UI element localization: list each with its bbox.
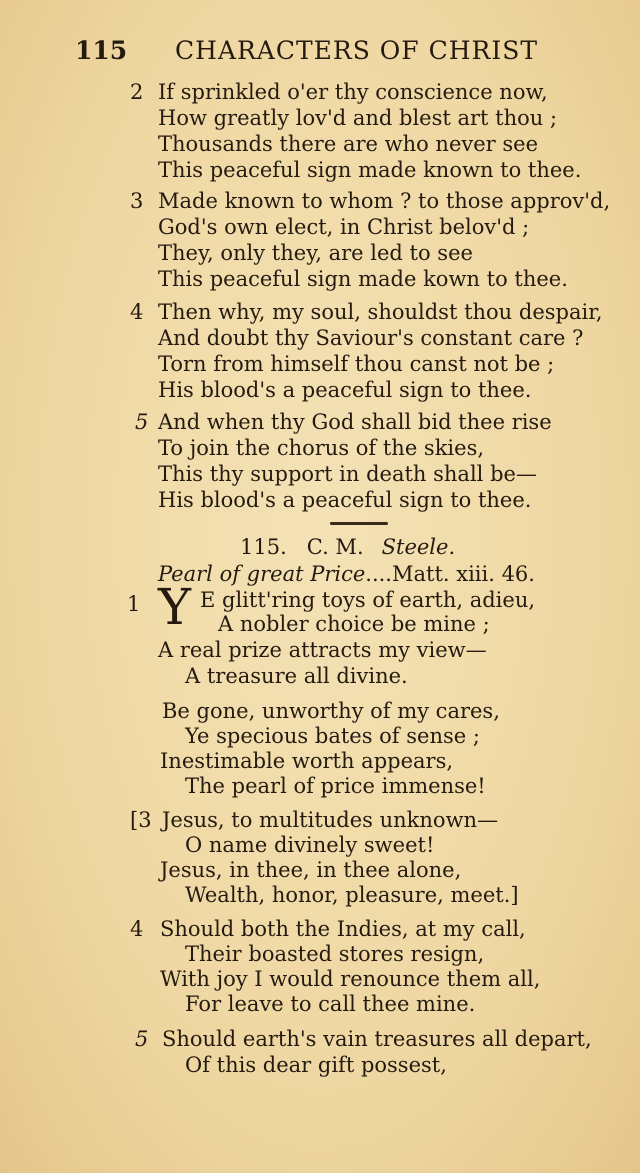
hymn-number: 115.: [240, 535, 287, 559]
verse-line: Made known to whom ? to those approv'd,: [158, 189, 611, 213]
hymn-author: Steele.: [381, 535, 456, 559]
hymn-subject: [158, 562, 535, 586]
section-divider: [330, 522, 388, 525]
verse-line: With joy I would renounce them all,: [160, 967, 541, 991]
verse-line: His blood's a peaceful sign to thee.: [158, 488, 532, 512]
verse-line: How greatly lov'd and blest art thou ;: [158, 106, 558, 130]
hymn-meter: C. M.: [306, 535, 364, 559]
verse-line: His blood's a peaceful sign to thee.: [158, 378, 532, 402]
verse-line: Torn from himself thou canst not be ;: [158, 352, 555, 376]
verse-line: For leave to call thee mine.: [185, 992, 476, 1016]
verse-number: 5: [135, 1027, 149, 1051]
verse-number: 4: [130, 917, 144, 941]
verse-line: Their boasted stores resign,: [185, 942, 485, 966]
verse-line: They, only they, are led to see: [158, 241, 473, 265]
verse-line: Then why, my soul, shouldst thou despair,: [158, 300, 603, 324]
page-header: [75, 36, 545, 70]
verse-line: This peaceful sign made known to thee.: [158, 158, 582, 182]
verse-line: The pearl of price immense!: [185, 774, 486, 798]
verse-line: O name divinely sweet!: [185, 833, 435, 857]
subject-title: Pearl of great Price: [158, 562, 366, 586]
verse-line: E glitt'ring toys of earth, adieu,: [200, 588, 536, 612]
verse-line: Of this dear gift possest,: [185, 1053, 447, 1077]
verse-line: Jesus, in thee, in thee alone,: [160, 858, 462, 882]
verse-line: If sprinkled o'er thy conscience now,: [158, 80, 548, 104]
verse-number: [3: [130, 808, 152, 832]
verse-line: A nobler choice be mine ;: [218, 612, 490, 636]
verse-line: This thy support in death shall be—: [158, 462, 537, 486]
verse-line: Ye specious bates of sense ;: [185, 724, 480, 748]
verse-number: 3: [130, 189, 144, 213]
verse-line: Inestimable worth appears,: [160, 749, 454, 773]
verse-line: Be gone, unworthy of my cares,: [162, 699, 500, 723]
verse-line: This peaceful sign made kown to thee.: [158, 267, 568, 291]
drop-cap: Y: [158, 578, 192, 636]
verse-line: A real prize attracts my view—: [158, 638, 487, 662]
running-title: CHARACTERS OF CHRIST: [175, 36, 539, 65]
verse-line: To join the chorus of the skies,: [158, 436, 485, 460]
verse-line: Should earth's vain treasures all depart,: [162, 1027, 592, 1051]
verse-line: And when thy God shall bid thee rise: [158, 410, 552, 434]
verse-line: Should both the Indies, at my call,: [160, 917, 526, 941]
scripture-reference: ....Matt. xiii. 46.: [365, 562, 535, 586]
verse-number: 4: [130, 300, 144, 324]
verse-line: And doubt thy Saviour's constant care ?: [158, 326, 584, 350]
verse-line: Wealth, honor, pleasure, meet.]: [185, 883, 519, 907]
page-number: 115: [75, 36, 128, 65]
hymn-heading: [240, 535, 455, 559]
verse-line: A treasure all divine.: [185, 664, 408, 688]
verse-line: Thousands there are who never see: [158, 132, 539, 156]
verse-line: Jesus, to multitudes unknown—: [162, 808, 499, 832]
verse-number: 2: [130, 80, 144, 104]
verse-line: God's own elect, in Christ belov'd ;: [158, 215, 530, 239]
verse-number: 1: [127, 592, 141, 616]
verse-number: 5: [135, 410, 149, 434]
